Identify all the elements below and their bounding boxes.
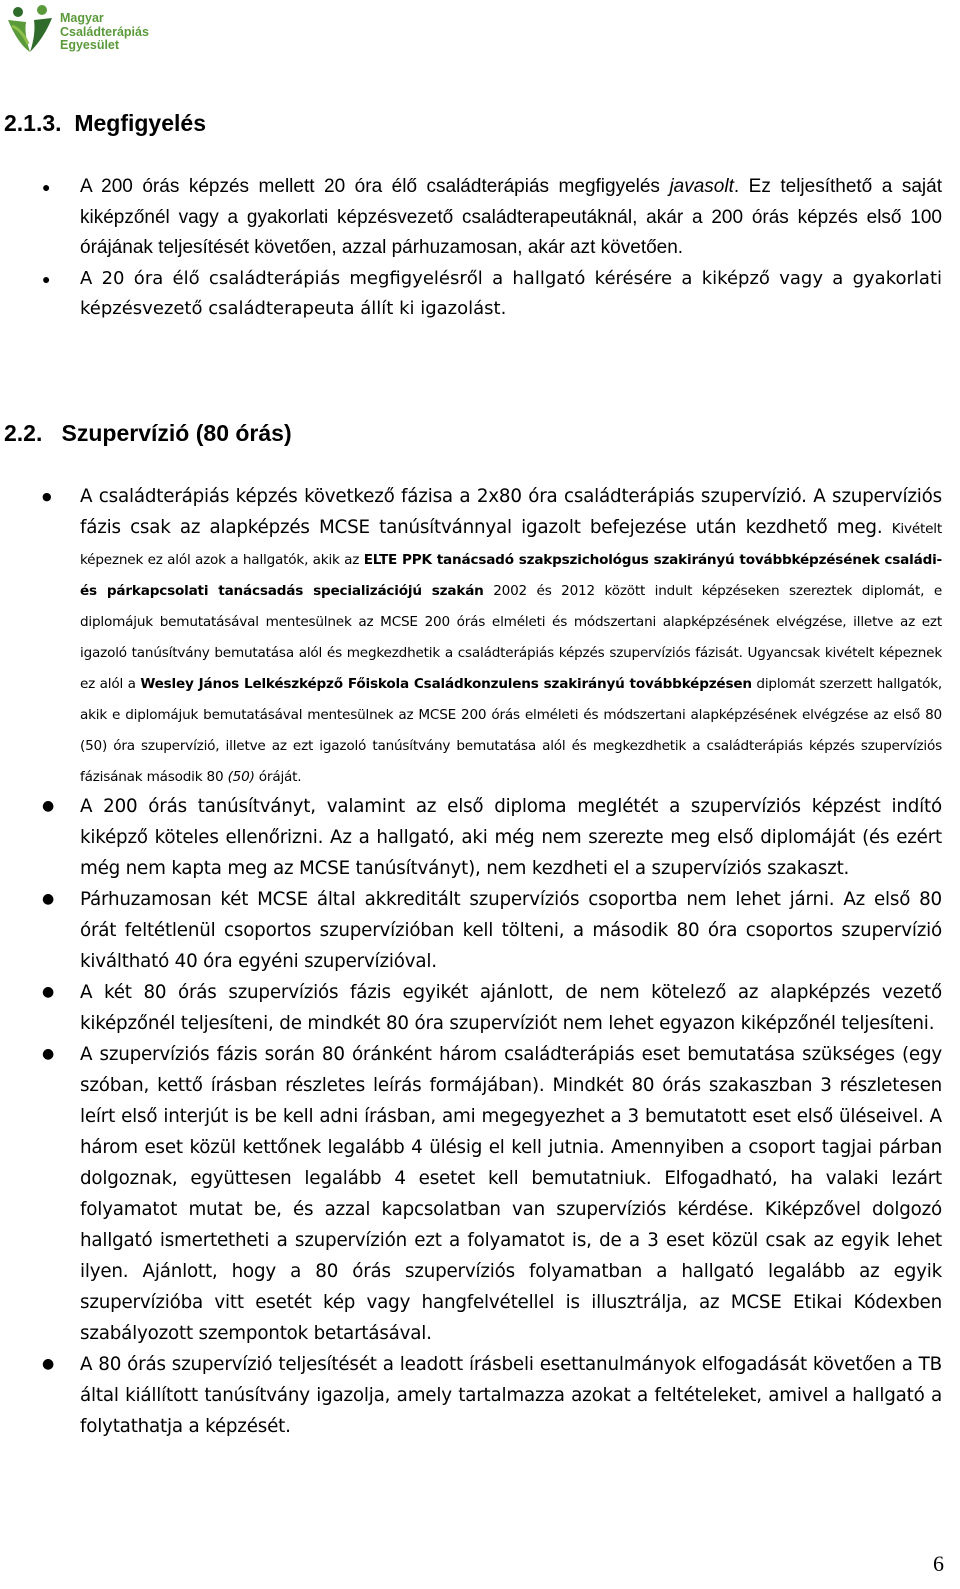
section-number: 2.1.3. [4,110,62,136]
list-item [0,1349,960,1442]
section-title: Szupervízió (80 órás) [61,420,292,446]
paragraph-text: A 200 órás tanúsítványt, valamint az első diploma meglétét a szupervíziós képzést indító kiképző köteles ellenőrizni. Az a hallgató, aki még nem szerezte meg első diplomáját (és ezért még nem kapta meg az MCSE tanúsítványt), nem kezdheti el a szupervíziós szakaszt. [80,796,942,879]
bold-text: Wesley János Lelkészképző Főiskola Családkonzulens szakirányú továbbképzésen [140,676,752,692]
page-number: 6 [933,1551,944,1576]
small-text: Kivételt képeznek ez alól azok a hallgatók, akik az [80,521,942,568]
section-heading-megfigyeles [4,110,206,137]
italic-text: (50) [227,769,255,785]
bullet-icon: ● [42,490,52,503]
megfigyeles-list [0,172,960,325]
bullet-icon: ● [42,984,55,1000]
small-text: óráját. [254,769,302,785]
logo-line-3: Egyesület [60,38,120,52]
small-text: 2002 és 2012 között indult képzéseken szereztek diplomát, e diplomájuk bemutatásával mentesülnek az MCSE 200 órás elméleti és módszertani alapképzésének elvégzése, illetve az ezt igazoló tanúsítvány bemutatása alól és megkezdhetik a családterápiás képzés szupervíziós fázisát. Ugyancsak kivételt képeznek ez alól a [80,583,942,692]
logo-line-2: Családterápiás [60,24,149,39]
bullet-icon: ● [42,179,51,195]
logo [4,4,164,56]
list-item [0,481,960,791]
logo-line-1: Magyar [60,11,104,25]
bullet-icon: ● [42,270,51,287]
list-item [0,1039,960,1349]
bullet-icon: ● [42,1046,55,1062]
bullet-icon: ● [42,891,55,907]
bullet-icon: ● [42,798,55,814]
section-number: 2.2. [4,420,43,446]
section-heading-szupervizio [4,420,292,447]
section-title: Megfigyelés [74,110,206,136]
list-item [0,264,960,325]
paragraph-text: . Ez teljesíthető a saját kiképzőnél vagy a gyakorlati képzésvezető családterapeutáknál, akár a 200 órás képzés első 100 órájának teljesítését követően, azzal párhuzamosan, akár azt követően. [80,176,942,258]
paragraph-text: A 20 óra élő családterápiás megfigyelésről a hallgató kérésére a kiképző vagy a gyakorlati képzésvezető családterapeuta állít ki igazolást. [80,267,942,319]
list-item [0,791,960,884]
paragraph-text: A 80 órás szupervízió teljesítését a leadott írásbeli esettanulmányok elfogadását követően a TB által kiállított tanúsítvány igazolja, amely tartalmazza azokat a feltételeket, amivel a hallgató a folytathatja a képzését. [80,1354,942,1437]
list-item [0,884,960,977]
small-text: diplomát szerzett hallgatók, akik e diplomájuk bemutatásával mentesülnek az MCSE 200 órás elméleti és módszertani alapképzésének elvégzése az első 80 (50) óra szupervízió, illetve az ezt igazoló tanúsítvány bemutatása alól és megkezdhetik a családterápiás képzés szupervíziós fázisának második 80 [80,676,942,785]
bullet-icon: ● [42,1356,55,1372]
family-logo-icon [4,4,56,54]
paragraph-text: Párhuzamosan két MCSE által akkreditált szupervíziós csoportba nem lehet járni. Az első 80 órát feltétlenül csoportos szupervízióban kell tölteni, a második 80 óra csoportos szupervízió kiváltható 40 óra egyéni szupervízióval. [80,889,942,972]
szupervizio-list [0,481,960,1442]
paragraph-text: A két 80 órás szupervíziós fázis egyikét ajánlott, de nem kötelező az alapképzés vezető kiképzőnél teljesíteni, de mindkét 80 óra szupervíziót nem lehet egyazon kiképzőnél teljesíteni. [80,982,942,1034]
paragraph-text: A 200 órás képzés mellett 20 óra élő családterápiás megfigyelés [80,176,670,197]
list-item [0,977,960,1039]
italic-text: javasolt [669,176,734,197]
bold-text: ELTE PPK tanácsadó szakpszichológus szakirányú továbbképzésének családi- és párkapcsolati tanácsadás specializációjú szakán [80,552,942,599]
paragraph-text: A családterápiás képzés következő fázisa a 2x80 óra családterápiás szupervízió. A szupervíziós fázis csak az alapképzés MCSE tanúsítvánnyal igazolt befejezése után kezdhető meg. [80,486,942,538]
paragraph-text: A szupervíziós fázis során 80 óránként három családterápiás eset bemutatása szükséges (egy szóban, kettő írásban részletes leírás formájában). Mindkét 80 órás szakaszban 3 részletesen leírt első interjút is be kell adni írásban, ami megegyezhet a 3 bemutatott eset első üléseivel. A három eset közül kettőnek legalább 4 ülésig el kell jutnia. Amennyiben a csoport tagjai párban dolgoznak, együttesen legalább 4 esetet kell bemutatniuk. Elfogadható, ha valaki lezárt folyamatot mutat be, és azzal kapcsolatban van szupervíziós kérdése. Kiképzővel dolgozó hallgató ismertetheti a szupervízión ezt a folyamatot is, de a 3 eset közül csak az egyik lehet ilyen. Ajánlott, hogy a 80 órás szupervíziós folyamatban a hallgató legalább az egyik szupervízióba vitt esetét kép vagy hangfelvétellel is illusztrálja, az MCSE Etikai Kódexben szabályozott szempontok betartásával. [80,1044,942,1344]
list-item [0,172,960,264]
